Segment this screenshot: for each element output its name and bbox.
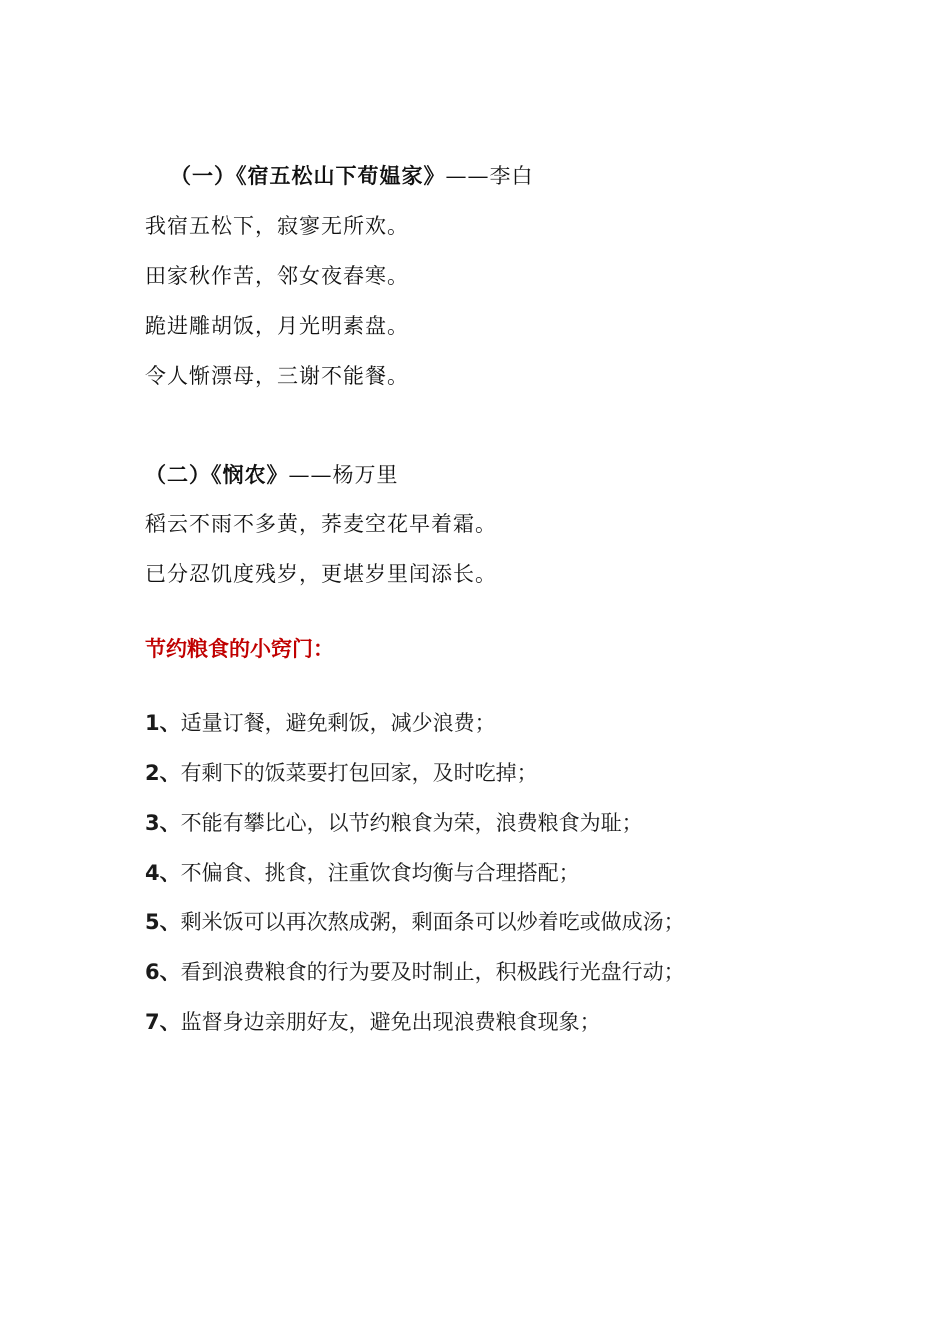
poem1-line-3: 跪进雕胡饭，月光明素盘。 [145,314,409,338]
poem1-title [170,161,534,191]
poem1-line-1: 我宿五松下，寂寥无所欢。 [145,214,409,238]
tip-text: 不偏食、挑食，注重饮食均衡与合理搭配； [180,861,580,885]
tip-number: 3、 [145,811,181,835]
tip-text: 看到浪费粮食的行为要及时制止，积极践行光盘行动； [180,960,685,984]
tips-heading: 节约粮食的小窍门： [145,637,334,661]
tip-text: 适量订餐，避免剩饭，减少浪费； [180,711,496,735]
tip-number: 2、 [145,761,181,785]
tip-item-4 [145,858,580,888]
tip-item-6 [145,957,685,987]
tip-item-2 [145,758,538,788]
tip-item-7 [145,1007,601,1037]
poem1-line-4: 令人惭漂母，三谢不能餐。 [145,364,409,388]
poem1-author: ——李白 [445,164,534,188]
tip-number: 7、 [145,1010,181,1034]
tip-text: 不能有攀比心，以节约粮食为荣，浪费粮食为耻； [180,811,643,835]
tip-item-3 [145,808,643,838]
tip-text: 剩米饭可以再次熬成粥，剩面条可以炒着吃或做成汤； [180,910,685,934]
tip-item-5 [145,907,685,937]
tip-text: 有剩下的饭菜要打包回家，及时吃掉； [180,761,538,785]
poem2-title [145,460,399,490]
tip-number: 6、 [145,960,181,984]
tip-number: 4、 [145,861,181,885]
poem2-line-2: 已分忍饥度残岁，更堪岁里闰添长。 [145,562,497,586]
tip-text: 监督身边亲朋好友，避免出现浪费粮食现象； [180,1010,601,1034]
tip-number: 5、 [145,910,181,934]
tip-number: 1、 [145,711,181,735]
poem2-title-text: （二）《悯农》 [145,463,289,487]
poem1-line-2: 田家秋作苦，邻女夜舂寒。 [145,264,409,288]
poem2-author: ——杨万里 [288,463,399,487]
poem2-line-1: 稻云不雨不多黄，荞麦空花早着霜。 [145,512,497,536]
tip-item-1 [145,708,496,738]
poem1-title-text: （一）《宿五松山下荀媪家》 [170,164,446,188]
